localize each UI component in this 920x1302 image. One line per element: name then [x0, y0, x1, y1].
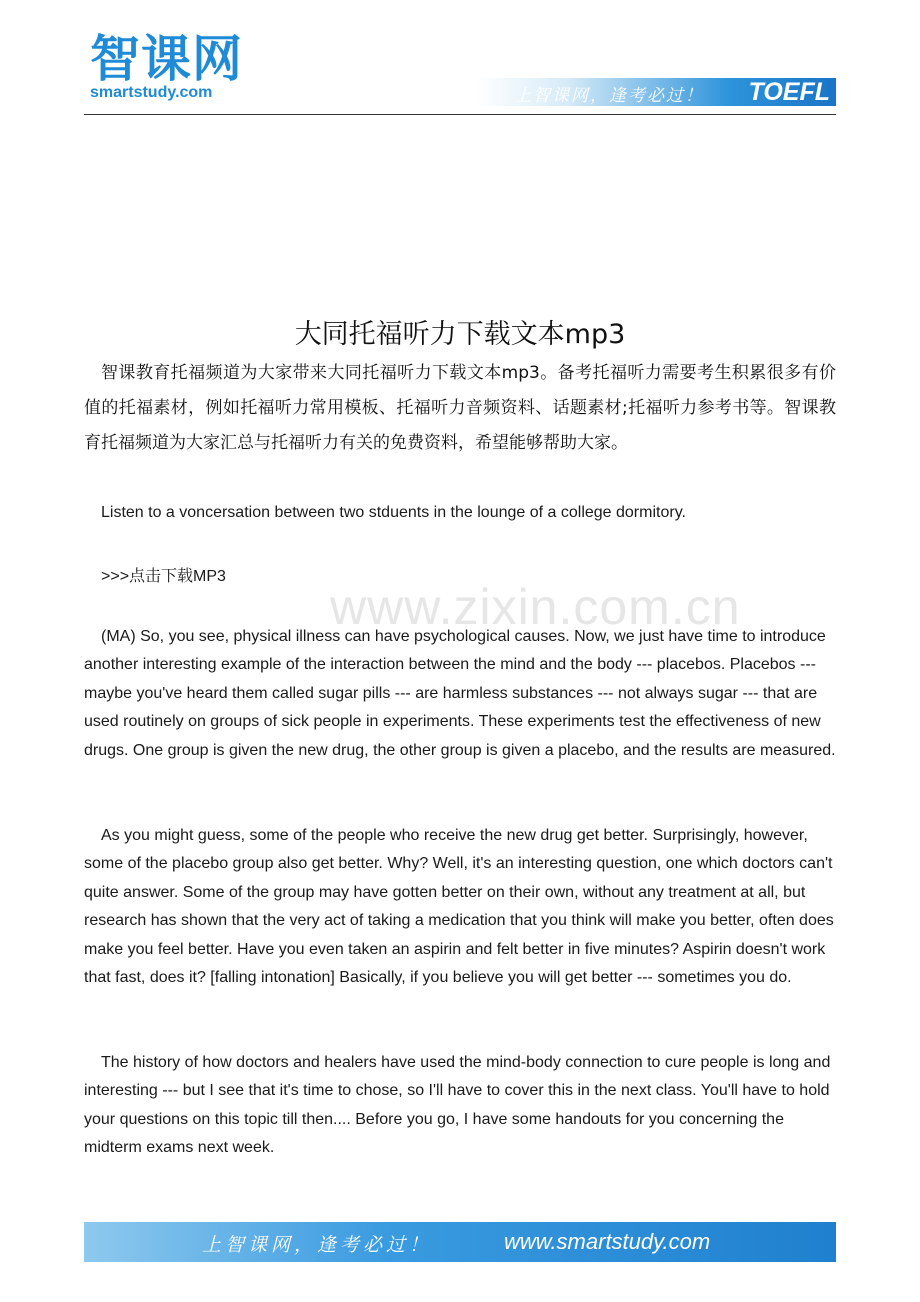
watermark: www.zixin.com.cn: [330, 579, 741, 635]
header-divider: [84, 114, 836, 115]
footer-slogan: 上智课网，逢考必过！: [202, 1234, 433, 1256]
transcript-paragraph: (MA) So, you see, physical illness can have psychological causes. Now, we just have time to introduce another interesting example of the interaction between the mind and the body --- placebos. Placebos --- maybe you've heard them called sugar pills --- are harmless substances --- not always sugar --- that are used routinely on groups of sick people in experiments. These experiments test the effectiveness of new drugs. One group is given the new drug, the other group is given a placebo, and the results are measured.: [84, 628, 836, 759]
header-slogan: 上智课网，逢考必过！: [514, 86, 704, 106]
intro-paragraph: 智课教育托福频道为大家带来大同托福听力下载文本mp3。备考托福听力需要考生积累很多有价值的托福素材，例如托福听力常用模板、托福听力音频资料、话题素材;托福听力参考书等。智课教育托福频道为大家汇总与托福听力有关的免费资料，希望能够帮助大家。: [84, 363, 836, 453]
toefl-tag: TOEFL: [748, 78, 830, 106]
transcript-paragraph: As you might guess, some of the people who receive the new drug get better. Surprisingly, however, some of the placebo group also get better. Why? Well, it's an interesting question, one which doctors can't quite answer. Some of the group may have gotten better on their own, without any treatment at all, but research has shown that the very act of taking a medication that you think will make you better, often does make you feel better. Have you even taken an aspirin and felt better in five minutes? Aspirin doesn't work that fast, does it? [falling intonation] Basically, if you believe you will get better --- sometimes you do.: [84, 827, 834, 987]
logo-english-text: smartstudy.com: [90, 84, 213, 101]
logo-chinese-text: 智课网: [90, 30, 243, 88]
document-title: 大同托福听力下载文本mp3: [294, 319, 626, 350]
transcript-paragraph: The history of how doctors and healers have used the mind-body connection to cure people is long and interesting --- but I see that it's time to chose, so I'll have to cover this in the next class. You'll have to hold your questions on this topic till then.... Before you go, I have some handouts for you concerning the midterm exams next week.: [84, 1054, 831, 1157]
page-footer: [84, 1222, 836, 1262]
footer-url-link[interactable]: www.smartstudy.com: [504, 1229, 711, 1254]
instruction-paragraph: Listen to a voncersation between two stduents in the lounge of a college dormitory.: [101, 504, 686, 521]
smartstudy-logo[interactable]: [90, 32, 243, 102]
page-header: [84, 28, 836, 118]
header-banner: [476, 78, 836, 106]
download-mp3-link[interactable]: >>>点击下载MP3: [101, 568, 226, 585]
